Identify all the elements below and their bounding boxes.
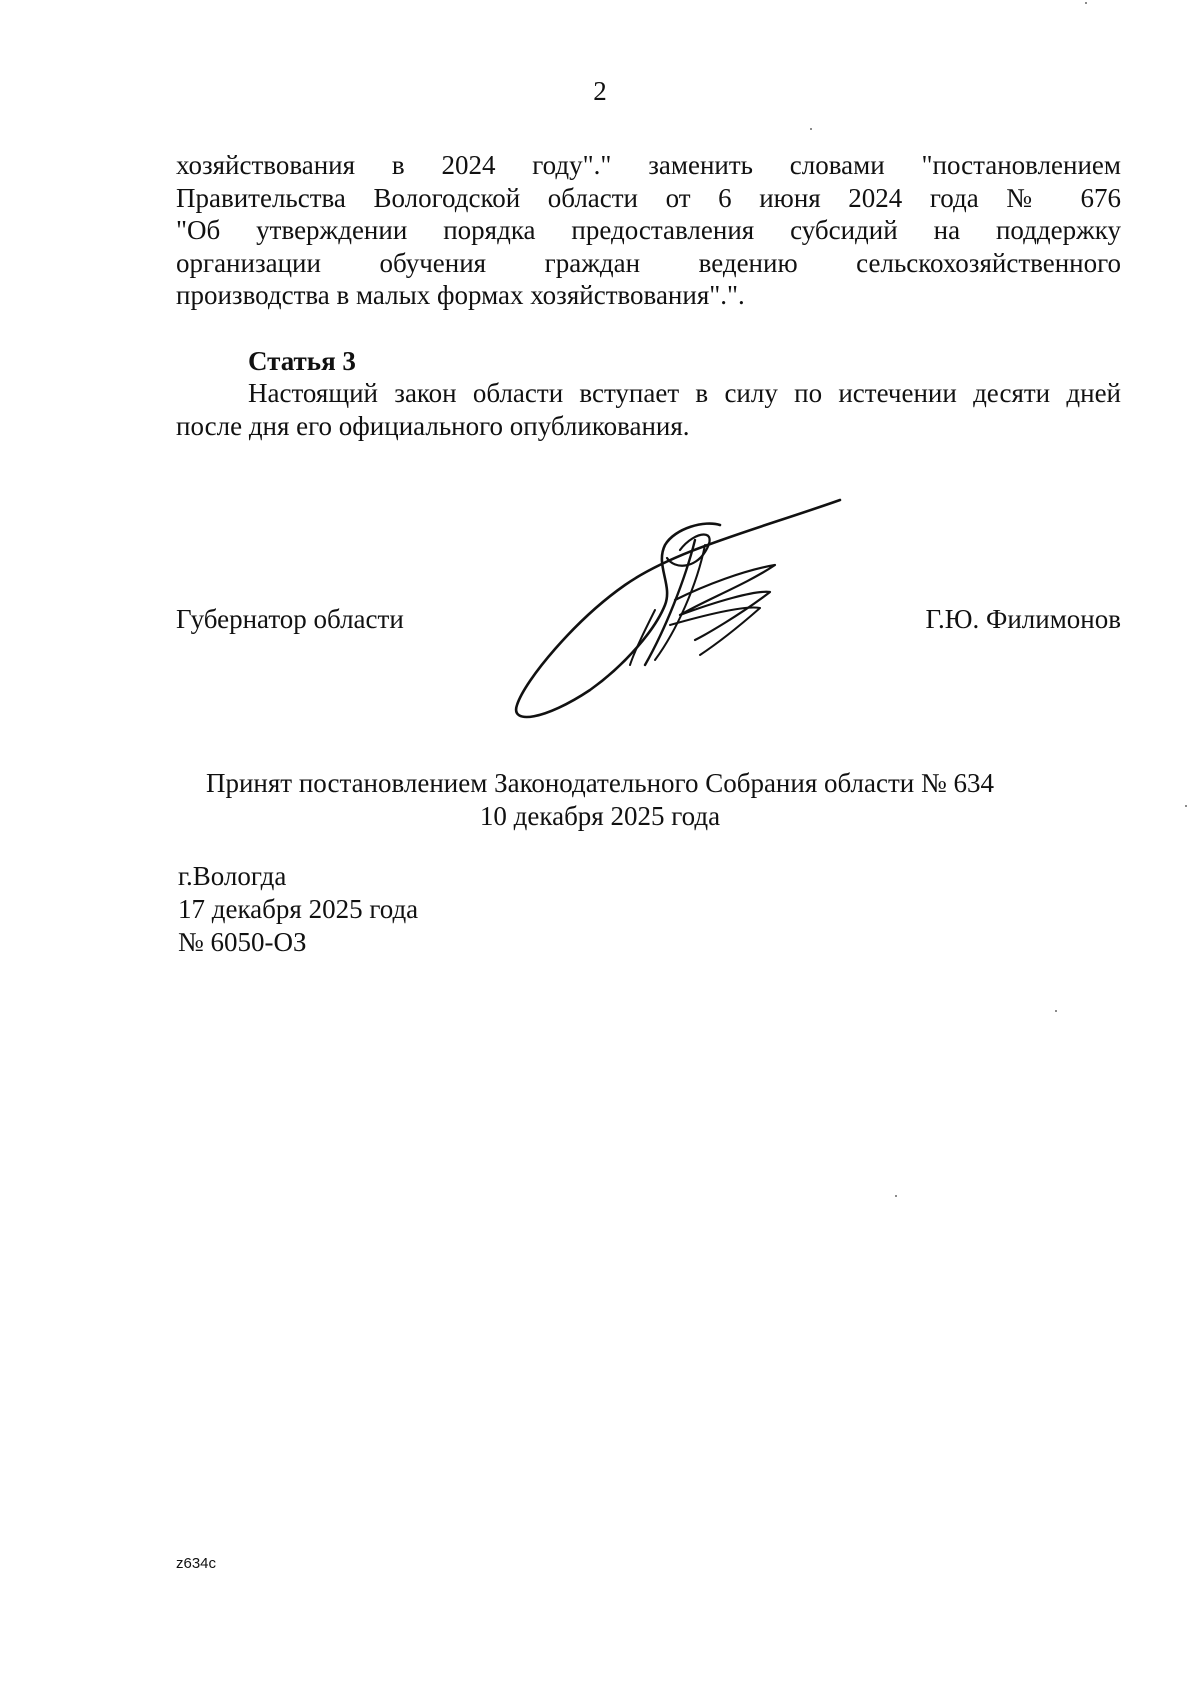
handwritten-signature [505, 490, 850, 720]
adoption-line: Принят постановлением Законодательного Собрания области № 634 [205, 768, 995, 798]
signing-date: 17 декабря 2025 года [178, 894, 419, 924]
scan-speck [1055, 1010, 1057, 1012]
signer-name: Г.Ю. Филимонов [925, 604, 1121, 634]
scan-speck [895, 1195, 897, 1197]
paragraph-line: Правительства Вологодской области от 6 июня 2024 года № 676 [176, 182, 1121, 213]
scan-speck [1085, 2, 1087, 4]
article-heading: Статья 3 [248, 346, 356, 376]
article-line: после дня его официального опубликования. [176, 410, 690, 441]
law-number: № 6050-ОЗ [178, 927, 307, 957]
document-code: z634c [176, 1555, 217, 1572]
scan-speck [1185, 805, 1187, 807]
signer-position: Губернатор области [176, 604, 404, 634]
adoption-date: 10 декабря 2025 года [479, 801, 721, 831]
page-number: 2 [593, 76, 607, 106]
adoption-note [0, 767, 1200, 833]
article-text [176, 377, 1121, 442]
city: г.Вологда [178, 861, 287, 891]
paragraph-line: хозяйствования в 2024 году"." заменить словами "постановлением [176, 150, 1121, 180]
paragraph-line: "Об утверждении порядка предоставления субсидий на поддержку [176, 215, 1121, 245]
amendment-paragraph [176, 149, 1121, 312]
article-line: Настоящий закон области вступает в силу по истечении десяти дней [248, 378, 1121, 408]
paragraph-line: организации обучения граждан ведению сельскохозяйственного [176, 247, 1121, 278]
place-and-date [178, 860, 418, 959]
paragraph-line: производства в малых формах хозяйствования".". [176, 280, 745, 310]
scan-speck [810, 128, 812, 130]
